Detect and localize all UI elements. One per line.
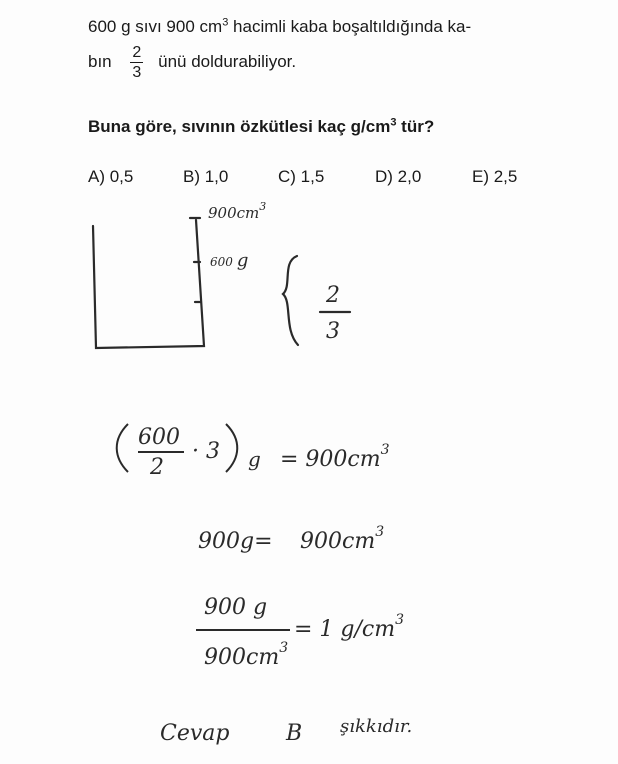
question-fraction: $\frac{2}{3}$ — [130, 44, 143, 81]
brace-numerator: 2 — [326, 283, 340, 308]
eq1-multiplier: · 3 — [192, 439, 220, 464]
answer-suffix: şıkkıdır. — [340, 716, 413, 737]
eq2-lhs: 900g= — [198, 529, 273, 554]
eq1-unit: g — [248, 447, 261, 471]
sketch-labels — [208, 200, 340, 344]
brace-denominator: 3 — [326, 319, 340, 344]
answer-word: Cevap — [160, 721, 230, 746]
question-prompt: Buna göre, sıvının özkütlesi kaç $g/cm^3$ tür? — [88, 116, 435, 136]
eq3-numerator: 900 g — [204, 595, 268, 620]
eq3-rhs: = 1 $g/cm^3$ — [294, 612, 405, 642]
volume-label: $900cm^3$ — [208, 200, 267, 222]
option-b: B) 1,0 — [183, 167, 229, 186]
equation-2 — [198, 524, 384, 554]
option-e: E) 2,5 — [472, 167, 518, 186]
question-line-2: bın $\frac{2}{3}$ ünü doldurabiliyor. — [88, 44, 297, 81]
question-line-1: 600 g sıvı 900 $cm^3$ hacimli kaba boşaltıldığında ka- — [88, 16, 472, 36]
eq1-denominator: 2 — [150, 455, 164, 480]
container-sketch — [93, 218, 350, 348]
answer-choice: B — [286, 721, 303, 746]
option-d: D) 2,0 — [375, 167, 422, 186]
answer-line — [160, 716, 412, 746]
eq3-denominator: $900cm^3$ — [204, 640, 289, 670]
eq1-rhs: = $900cm^3$ — [280, 442, 390, 472]
option-a: A) 0,5 — [88, 167, 134, 186]
eq1-numerator: 600 — [138, 425, 180, 450]
option-c: C) 1,5 — [278, 167, 325, 186]
mass-label: 600 g — [210, 250, 249, 271]
equation-1 — [117, 424, 390, 480]
eq2-rhs: $900cm^3$ — [300, 524, 385, 554]
equation-3 — [196, 595, 404, 670]
